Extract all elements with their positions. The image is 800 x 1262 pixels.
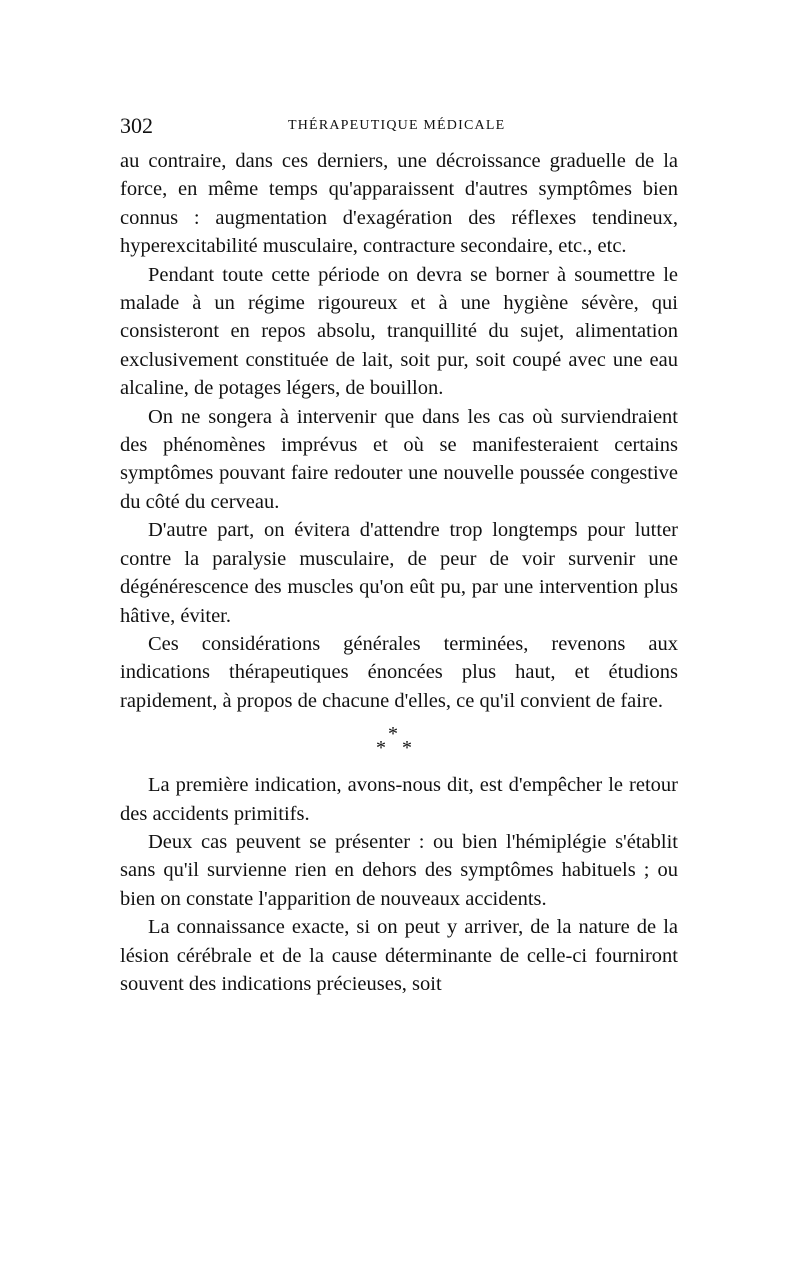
asterism-star-right: * xyxy=(402,737,412,760)
paragraph-premiere-indication: La première indication, avons-nous dit, est d'empêcher le retour des accidents primitifs. xyxy=(120,774,678,825)
paragraph-paralysie: D'autre part, on évitera d'attendre trop longtemps pour lutter contre la paralysie musculaire, de peur de voir survenir une dégénérescence des muscles qu'on eût pu, par une intervention plus hâtive, éviter. xyxy=(120,519,678,627)
asterism-star-left: * xyxy=(376,737,386,760)
section-asterism xyxy=(120,715,678,771)
paragraph-connaissance: La connaissance exacte, si on peut y arriver, de la nature de la lésion cérébrale et de la cause déterminante de celle-ci fourniront souvent des indications précieuses, soit xyxy=(120,916,678,995)
running-head: THÉRAPEUTIQUE MÉDICALE xyxy=(288,118,506,133)
page-header xyxy=(120,112,680,140)
paragraph-regime: Pendant toute cette période on devra se borner à soumettre le malade à un régime rigoureux et à une hygiène sévère, qui consisteront en repos absolu, tranquillité du sujet, alimentation exclusivement constituée de lait, soit pur, soit coupé avec une eau alcaline, de potages légers, de bouillon. xyxy=(120,263,678,400)
paragraph-deux-cas: Deux cas peuvent se présenter : ou bien l'hémiplégie s'établit sans qu'il survienne rien en dehors des symptômes habituels ; ou bien on constate l'apparition de nouveaux accidents. xyxy=(120,830,678,910)
paragraph-continuation: au contraire, dans ces derniers, une décroissance graduelle de la force, en même temps qu'apparaissent d'autres symptômes bien connus : augmentation d'exagération des réflexes tendineux, hyperexcitabilité musculaire, contracture secondaire, etc., etc. xyxy=(120,150,678,258)
body-text xyxy=(120,147,678,998)
page-number: 302 xyxy=(120,113,153,138)
paragraph-considerations: Ces considérations générales terminées, revenons aux indications thérapeutiques énoncées plus haut, et étudions rapidement, à propos de chacune d'elles, ce qu'il convient de faire. xyxy=(120,632,678,712)
asterism-star-top: * xyxy=(388,723,398,746)
paragraph-intervention: On ne songera à intervenir que dans les cas où surviendraient des phénomènes imprévus et où se manifesteraient certains symptômes pouvant faire redouter une nouvelle poussée congestive du côté du cerveau. xyxy=(120,405,678,513)
